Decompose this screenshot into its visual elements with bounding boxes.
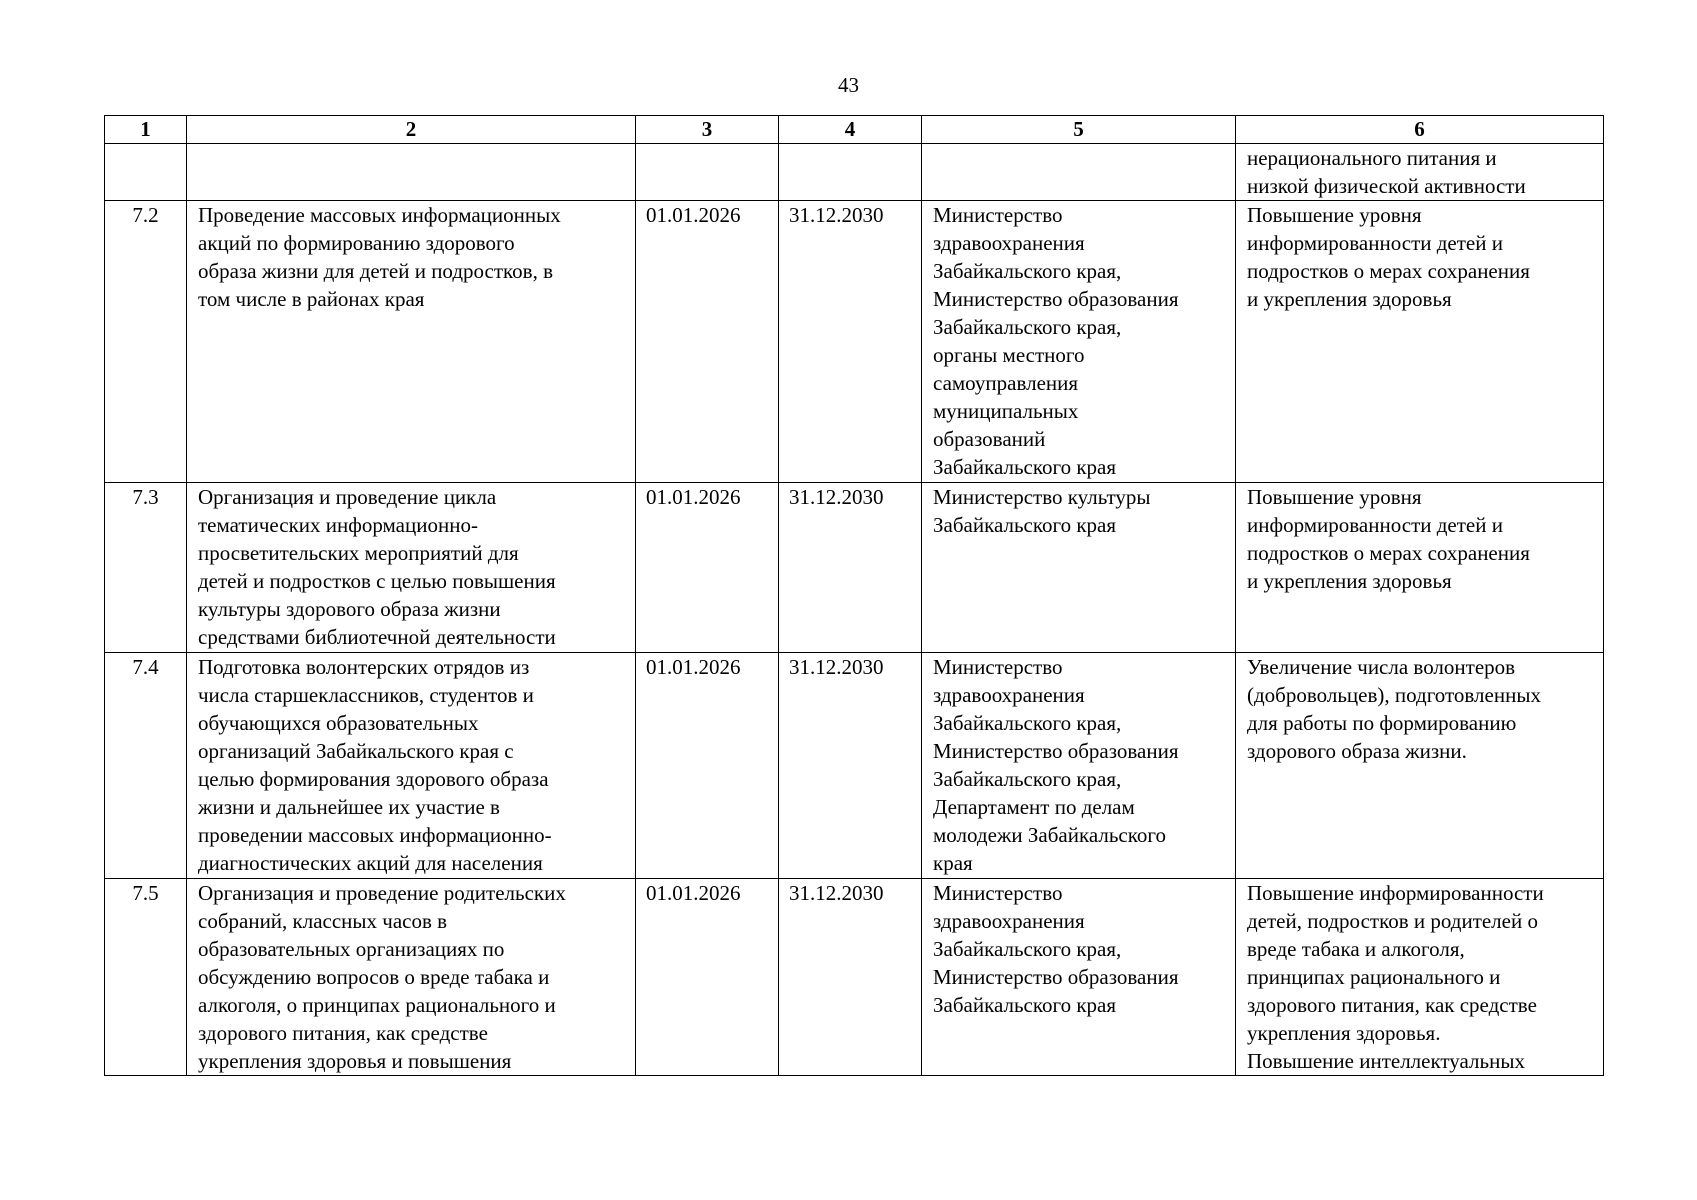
end-date-cell: 31.12.2030	[779, 653, 922, 879]
activity-cell: Организация и проведение родительских собраний, классных часов в образовательных организациях по обсуждению вопросов о вреде табака и алкоголя, о принципах рационального и здорового питания, как средстве укрепления здоровья и повышения	[187, 879, 636, 1076]
responsible-cell: Министерство здравоохранения Забайкальского края, Министерство образования Забайкальского края, органы местного самоуправления муниципальных образований Забайкальского края	[922, 201, 1236, 483]
table-row	[105, 144, 1604, 201]
start-date-cell: 01.01.2026	[636, 483, 779, 653]
row-number-cell: 7.5	[105, 879, 187, 1076]
responsible-cell	[922, 144, 1236, 201]
end-date-cell: 31.12.2030	[779, 879, 922, 1076]
activity-cell: Проведение массовых информационных акций по формированию здорового образа жизни для детей и подростков, в том числе в районах края	[187, 201, 636, 483]
start-date-cell: 01.01.2026	[636, 879, 779, 1076]
table-header-row	[105, 116, 1604, 144]
activity-cell: Организация и проведение цикла тематических информационно- просветительских мероприятий для детей и подростков с целью повышения культуры здорового образа жизни средствами библиотечной деятельности	[187, 483, 636, 653]
table-row	[105, 201, 1604, 483]
responsible-cell: Министерство здравоохранения Забайкальского края, Министерство образования Забайкальского края, Департамент по делам молодежи Забайкальского края	[922, 653, 1236, 879]
page-number: 43	[838, 73, 859, 97]
result-cell: Повышение информированности детей, подростков и родителей о вреде табака и алкоголя, принципах рационального и здорового питания, как средстве укрепления здоровья. Повышение интеллектуальных	[1236, 879, 1604, 1076]
activity-cell	[187, 144, 636, 201]
result-cell: нерационального питания и низкой физической активности	[1236, 144, 1604, 201]
activities-table	[104, 115, 1604, 1076]
end-date-cell: 31.12.2030	[779, 483, 922, 653]
row-number-cell: 7.2	[105, 201, 187, 483]
start-date-cell	[636, 144, 779, 201]
column-header: 5	[922, 116, 1236, 144]
activity-cell: Подготовка волонтерских отрядов из числа старшеклассников, студентов и обучающихся образовательных организаций Забайкальского края с целью формирования здорового образа жизни и дальнейшее их участие в проведении массовых информационно- диагностических акций для населения	[187, 653, 636, 879]
row-number-cell: 7.3	[105, 483, 187, 653]
end-date-cell: 31.12.2030	[779, 201, 922, 483]
start-date-cell: 01.01.2026	[636, 653, 779, 879]
result-cell: Повышение уровня информированности детей и подростков о мерах сохранения и укрепления здоровья	[1236, 483, 1604, 653]
result-cell: Увеличение числа волонтеров (добровольцев), подготовленных для работы по формированию здорового образа жизни.	[1236, 653, 1604, 879]
responsible-cell: Министерство культуры Забайкальского края	[922, 483, 1236, 653]
table-row	[105, 483, 1604, 653]
result-cell: Повышение уровня информированности детей и подростков о мерах сохранения и укрепления здоровья	[1236, 201, 1604, 483]
start-date-cell: 01.01.2026	[636, 201, 779, 483]
column-header: 1	[105, 116, 187, 144]
row-number-cell: 7.4	[105, 653, 187, 879]
row-number-cell	[105, 144, 187, 201]
table-row	[105, 653, 1604, 879]
column-header: 2	[187, 116, 636, 144]
responsible-cell: Министерство здравоохранения Забайкальского края, Министерство образования Забайкальского края	[922, 879, 1236, 1076]
column-header: 3	[636, 116, 779, 144]
table-row	[105, 879, 1604, 1076]
end-date-cell	[779, 144, 922, 201]
column-header: 6	[1236, 116, 1604, 144]
column-header: 4	[779, 116, 922, 144]
